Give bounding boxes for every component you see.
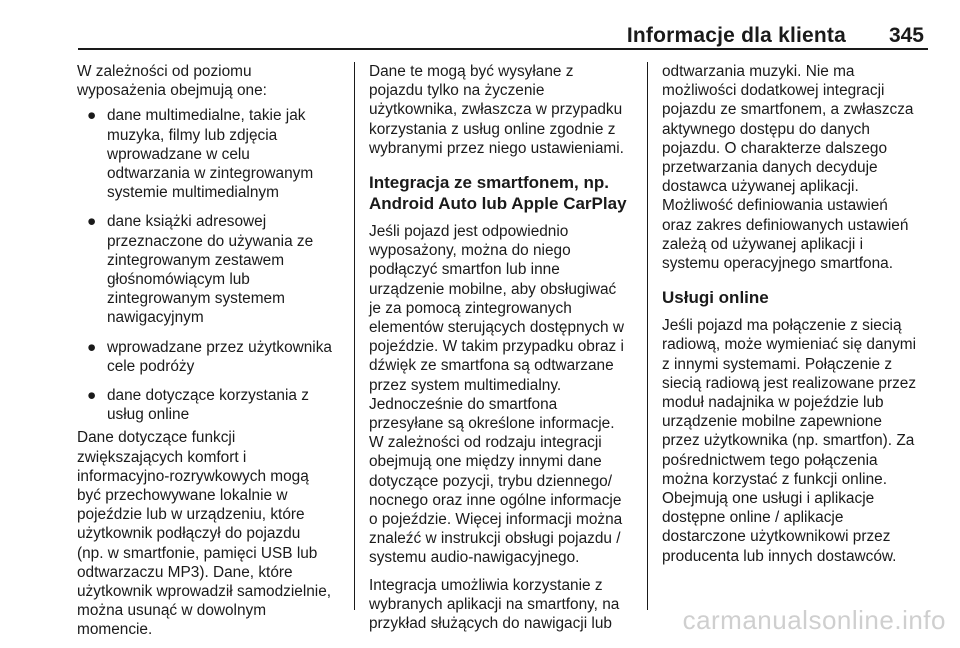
header-rule xyxy=(78,48,928,50)
list-item xyxy=(77,106,347,202)
bullet-icon: ● xyxy=(87,107,97,125)
body-paragraph: Dane te mogą być wysyłane z pojazdu tylko na życzenie użytkownika, zwłaszcza w przypadku korzystania z usług online zgodnie z wybranymi przez niego ustawieniami. xyxy=(369,63,624,157)
section-title: Informacje dla klienta xyxy=(626,24,846,47)
intro-paragraph: W zależności od poziomu wyposażenia obejmują one: xyxy=(77,63,267,100)
list-item-text: dane książki adresowej przeznaczone do używania ze zintegrowanym zestawem głośnomówiącym lub zintegrowanym systemem nawigacyjnym xyxy=(107,213,314,327)
list-item xyxy=(77,338,347,376)
list-item xyxy=(77,212,347,327)
list-item-text: dane dotyczące korzystania z usług online xyxy=(107,387,309,424)
column-divider xyxy=(354,62,355,610)
page-number: 345 xyxy=(888,24,924,47)
column-1 xyxy=(77,62,347,648)
body-paragraph: odtwarzania muzyki. Nie ma możliwości dodatkowej integracji pojazdu ze smartfonem, a zwłaszcza aktywnego dostępu do danych pojazdu. O charakterze dalszego przetwarzania danych decyduje dostawca używanej aplikacji. Możliwość definiowania ustawień oraz zakres definiowanych ustawień zależą od używanej aplikacji i systemu operacyjnego smartfona. xyxy=(662,63,914,273)
column-3 xyxy=(662,62,930,574)
body-paragraph: Jeśli pojazd jest odpowiednio wyposażony, można do niego podłączyć smartfon lub inne urządzenie mobilne, aby obsługiwać je za pomocą zintegrowanych elementów sterujących dostępnych w pojeździe. W takim przypadku obraz i dźwięk ze smartfona są odtwarzane przez system multimedialny. Jednocześnie do smartfona przesyłane są określone informacje. W zależności od rodzaju integracji obejmują one między innymi dane dotyczące pozycji, trybu dziennego/ nocnego oraz inne ogólne informacje o pojeździe. Więcej informacji można znaleźć w instrukcji obsługi pojazdu / systemu audio-nawigacyjnego. xyxy=(369,223,624,567)
data-types-list xyxy=(77,106,347,424)
column-2 xyxy=(369,62,635,641)
column-divider xyxy=(647,62,648,610)
list-item-text: wprowadzane przez użytkownika cele podróży xyxy=(107,338,332,375)
bullet-icon: ● xyxy=(87,387,97,405)
list-item xyxy=(77,386,347,424)
body-paragraph: Jeśli pojazd ma połączenie z siecią radiową, może wymieniać się danymi z innymi systemami. Połączenie z siecią radiową jest realizowane przez moduł nadajnika w pojeździe lub urządzenie mobilne zapewnione przez użytkownika (np. smartfon). Za pośrednictwem tego połączenia można korzystać z funkcji online. Obejmują one usługi i aplikacje dostępne online / aplikacje dostarczone użytkownikowi przez producenta lub innych dostawców. xyxy=(662,317,917,565)
body-paragraph: Dane dotyczące funkcji zwiększających komfort i informacyjno-rozrywkowych mogą być przechowywane lokalnie w pojeździe lub w urządzeniu, które użytkownik podłączył do pojazdu (np. w smartfonie, pamięci USB lub odtwarzaczu MP3). Dane, które użytkownik wprowadził samodzielnie, można usunąć w dowolnym momencie. xyxy=(77,429,332,639)
section-heading: Integracja ze smartfonem, np. Android Auto lub Apple CarPlay xyxy=(369,173,627,214)
bullet-icon: ● xyxy=(87,213,97,231)
list-item-text: dane multimedialne, takie jak muzyka, filmy lub zdjęcia wprowadzane w celu odtwarzania w zintegrowanym systemie multimedialnym xyxy=(107,107,314,202)
body-paragraph: Integracja umożliwia korzystanie z wybranych aplikacji na smartfony, na przykład służących do nawigacji lub xyxy=(369,576,620,633)
section-heading: Usługi online xyxy=(662,288,769,308)
page-header xyxy=(78,22,928,50)
watermark: carmanualsonline.info xyxy=(682,605,946,635)
bullet-icon: ● xyxy=(87,338,97,356)
